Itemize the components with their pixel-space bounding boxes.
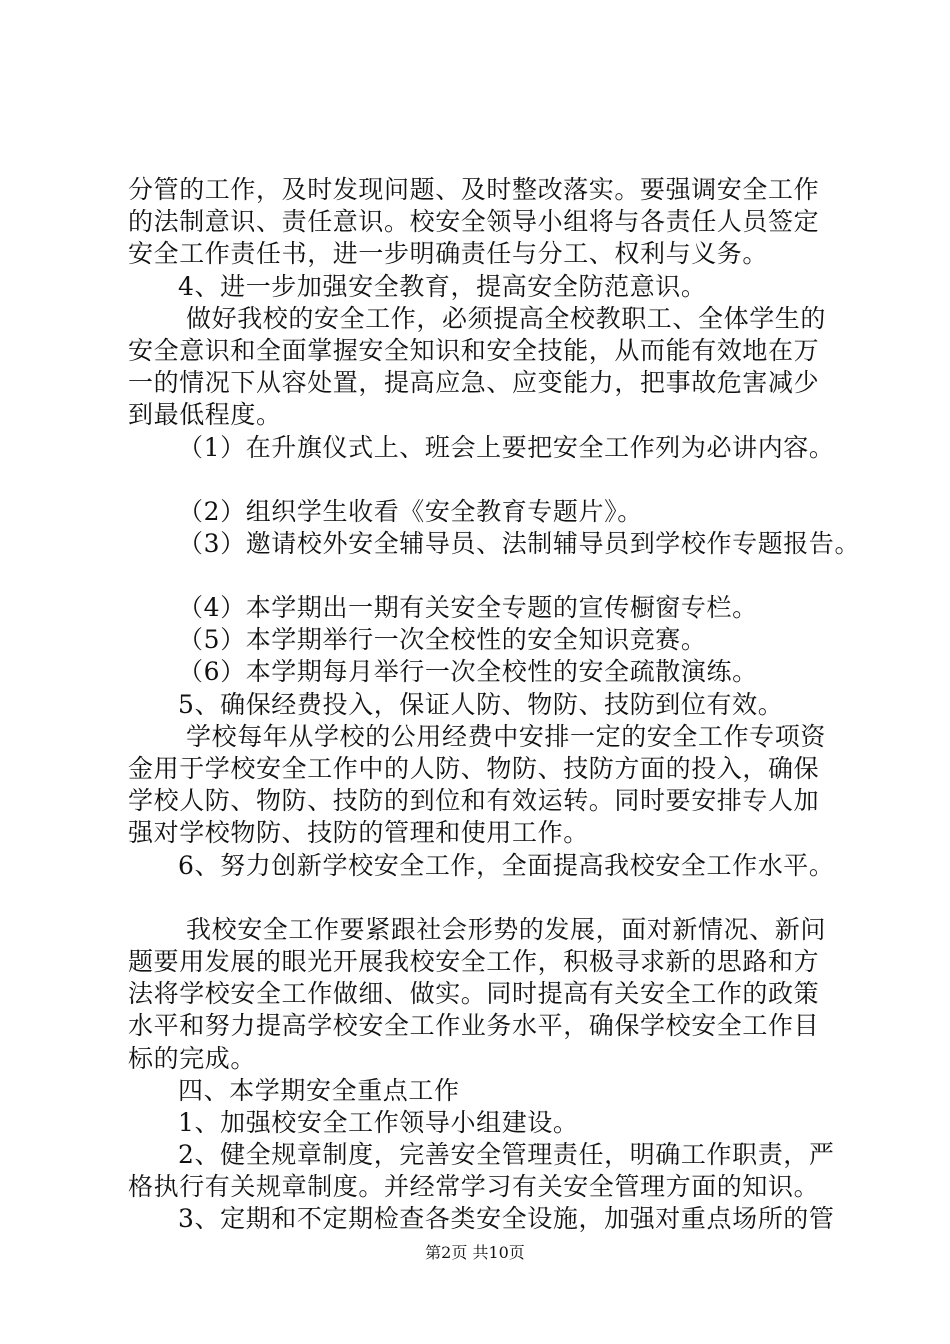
text-line: 学校每年从学校的公用经费中安排一定的安全工作专项资 (186, 721, 827, 751)
text-line: 做好我校的安全工作，必须提高全校教职工、全体学生的 (186, 303, 827, 333)
text-line: 的法制意识、责任意识。校安全领导小组将与各责任人员签定 (128, 207, 820, 237)
list-item: （4）本学期出一期有关安全专题的宣传橱窗专栏。 (178, 593, 758, 623)
list-item: 3、定期和不定期检查各类安全设施，加强对重点场所的管 (178, 1204, 835, 1234)
text-line: 一的情况下从容处置，提高应急、应变能力，把事故危害减少 (128, 368, 820, 398)
list-item: 1、加强校安全工作领导小组建设。 (178, 1107, 579, 1137)
text-line: 安全意识和全面掌握安全知识和安全技能，从而能有效地在万 (128, 335, 820, 365)
list-item: （6）本学期每月举行一次全校性的安全疏散演练。 (178, 657, 758, 687)
text-line: 法将学校安全工作做细、做实。同时提高有关安全工作的政策 (128, 979, 820, 1009)
text-line: 水平和努力提高学校安全工作业务水平，确保学校安全工作目 (128, 1011, 820, 1041)
section-heading: 5、确保经费投入，保证人防、物防、技防到位有效。 (178, 689, 784, 719)
text-line: 分管的工作，及时发现问题、及时整改落实。要强调安全工作 (128, 175, 820, 204)
text-line: 我校安全工作要紧跟社会形势的发展，面对新情况、新问 (186, 914, 827, 944)
text-line: 题要用发展的眼光开展我校安全工作，积极寻求新的思路和方 (128, 946, 820, 976)
text-line: 强对学校物防、技防的管理和使用工作。 (128, 818, 589, 848)
list-item: （5）本学期举行一次全校性的安全知识竞赛。 (178, 625, 707, 655)
text-line: 到最低程度。 (128, 400, 282, 430)
text-line: 学校人防、物防、技防的到位和有效运转。同时要安排专人加 (128, 786, 820, 816)
list-item: （3）邀请校外安全辅导员、法制辅导员到学校作专题报告。 (178, 528, 861, 558)
text-line: 标的完成。 (128, 1043, 257, 1073)
page-number-footer: 第2页 共10页 (425, 1243, 525, 1262)
paragraph-gap (128, 882, 848, 914)
list-item: （1）在升旗仪式上、班会上要把安全工作列为必讲内容。 (178, 432, 835, 462)
paragraph-gap (128, 464, 848, 496)
paragraph-gap (128, 560, 848, 592)
section-heading: 6、努力创新学校安全工作，全面提高我校安全工作水平。 (178, 850, 835, 880)
section-heading: 4、进一步加强安全教育，提高安全防范意识。 (178, 271, 707, 301)
text-line: 格执行有关规章制度。并经常学习有关安全管理方面的知识。 (128, 1172, 820, 1202)
text-line: 金用于学校安全工作中的人防、物防、技防方面的投入，确保 (128, 754, 820, 783)
section-title: 四、本学期安全重点工作 (178, 1075, 460, 1105)
text-line: 安全工作责任书，进一步明确责任与分工、权利与义务。 (128, 239, 769, 269)
document-body (128, 174, 861, 1236)
list-item: （2）组织学生收看《安全教育专题片》。 (178, 496, 643, 526)
list-item: 2、健全规章制度，完善安全管理责任，明确工作职责，严 (178, 1140, 835, 1170)
